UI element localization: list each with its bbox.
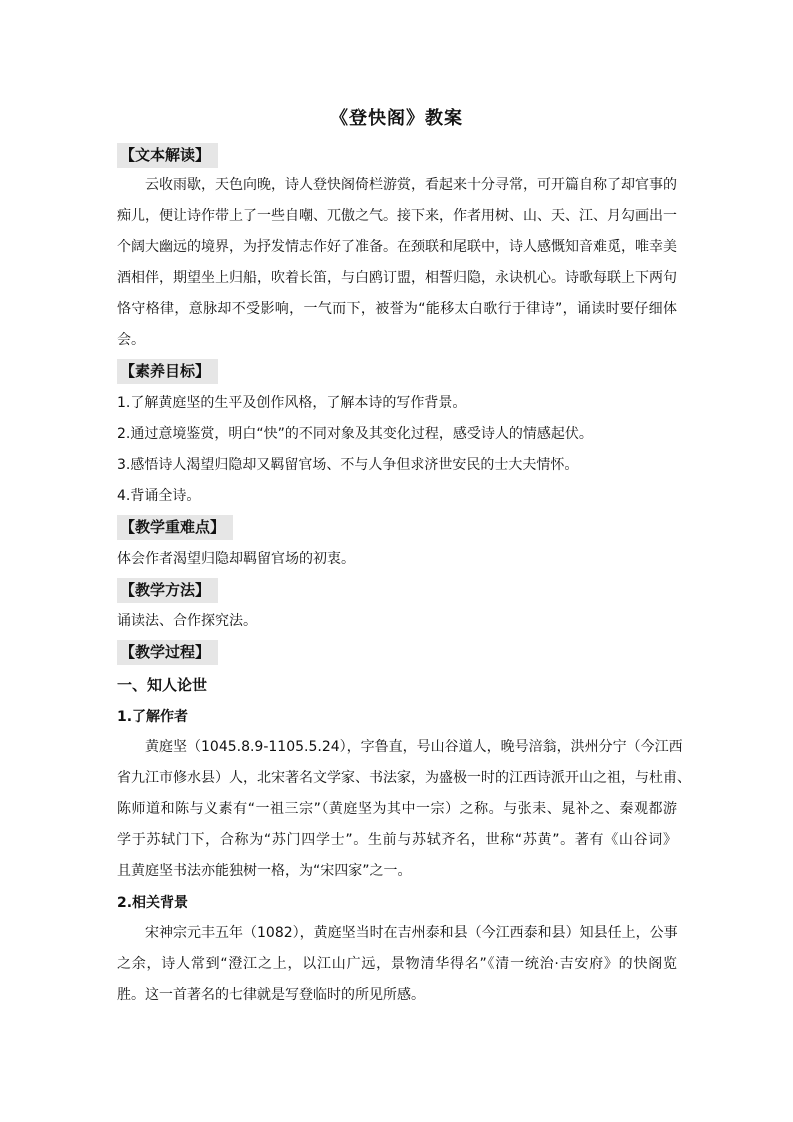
author-paragraph-line: 省九江市修水县）人，北宋著名文学家、书法家，为盛极一时的江西诗派开山之祖，与杜甫、 (117, 770, 691, 786)
section-heading-difficulty: 【教学重难点】 (117, 515, 233, 540)
section-heading-goals: 【素养目标】 (117, 359, 218, 384)
background-paragraph-line: 胜。这一首著名的七律就是写登临时的所见所感。 (117, 987, 425, 1003)
reading-paragraph-line: 个阔大幽远的境界，为抒发情志作好了准备。在颈联和尾联中，诗人感慨知音难觅，唯幸美 (117, 239, 677, 255)
part-heading-know-the-poet: 一、知人论世 (117, 676, 208, 694)
author-paragraph-line: 且黄庭坚书法亦能独树一格，为“宋四家”之一。 (117, 863, 412, 879)
subheading-background: 2.相关背景 (117, 895, 189, 911)
background-paragraph-line: 之余，诗人常到“澄江之上，以江山广远，景物清华得名”《清一统治·吉安府》的快阁览 (117, 956, 677, 972)
subheading-author: 1.了解作者 (117, 709, 189, 725)
reading-paragraph-line: 会。 (117, 332, 145, 348)
background-paragraph-line: 宋神宗元丰五年（1082），黄庭坚当时在吉州泰和县（今江西泰和县）知县任上，公事 (145, 925, 678, 941)
reading-paragraph-line: 恪守格律，意脉却不受影响，一气而下，被誉为“能移太白歌行于律诗”，诵读时要仔细体 (117, 301, 677, 317)
document-title: 《登快阁》教案 (330, 108, 463, 129)
section-heading-process: 【教学过程】 (117, 640, 218, 665)
author-paragraph-line: 陈师道和陈与义素有“一祖三宗”（黄庭坚为其中一宗）之称。与张耒、晁补之、秦观都游 (117, 801, 677, 817)
section-heading-text-reading: 【文本解读】 (117, 143, 218, 168)
reading-paragraph-line: 云收雨歇，天色向晚，诗人登快阁倚栏游赏，看起来十分寻常，可开篇自称了却官事的 (145, 177, 677, 193)
difficulty-text: 体会作者渴望归隐却羁留官场的初衷。 (117, 551, 355, 567)
goal-item: 2.通过意境鉴赏，明白“快”的不同对象及其变化过程，感受诗人的情感起伏。 (117, 426, 593, 442)
reading-paragraph-line: 痴儿，便让诗作带上了一些自嘲、兀傲之气。接下来，作者用树、山、天、江、月勾画出一 (117, 208, 677, 224)
author-paragraph-line: 黄庭坚（1045.8.9-1105.5.24），字鲁直，号山谷道人，晚号涪翁，洪州分宁（今江西 (145, 739, 683, 755)
section-heading-methods: 【教学方法】 (117, 578, 218, 603)
methods-text: 诵读法、合作探究法。 (117, 613, 257, 629)
goal-item: 3.感悟诗人渴望归隐却又羁留官场、不与人争但求济世安民的士大夫情怀。 (117, 457, 579, 473)
author-paragraph-line: 学于苏轼门下，合称为“苏门四学士”。生前与苏轼齐名，世称“苏黄”。著有《山谷词》 (117, 832, 677, 848)
goal-item: 4.背诵全诗。 (117, 488, 201, 504)
reading-paragraph-line: 酒相伴，期望坐上归船，吹着长笛，与白鸥订盟，相誓归隐，永诀机心。诗歌每联上下两句 (117, 270, 677, 286)
goal-item: 1.了解黄庭坚的生平及创作风格，了解本诗的写作背景。 (117, 395, 467, 411)
